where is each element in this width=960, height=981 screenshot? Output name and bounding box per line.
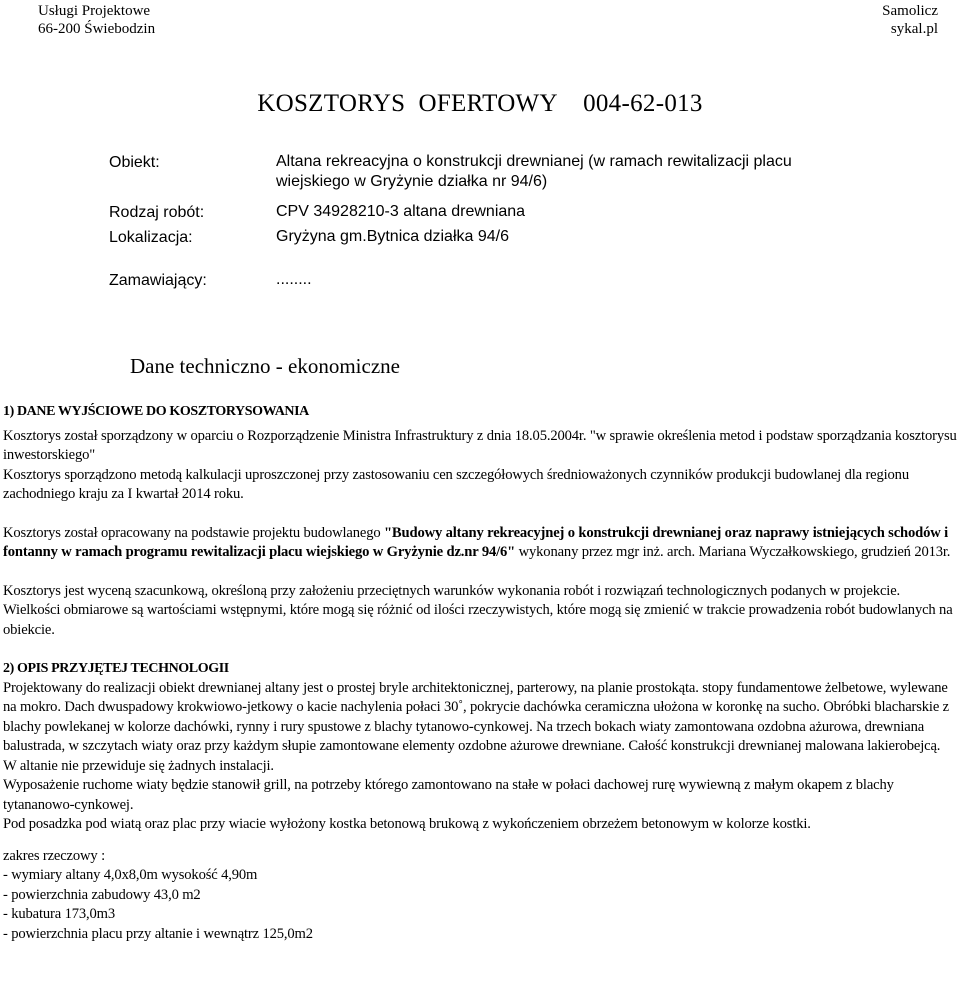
section1-paragraph: Kosztorys został sporządzony w oparciu o Rozporządzenie Ministra Infrastruktury z dnia 18.05.2004r. "w sprawie określenia metod i podstaw sporządzania kosztorysu inwestorskiego" bbox=[3, 427, 957, 463]
scope-item: - powierzchnia placu przy altanie i wewnątrz 125,0m2 bbox=[3, 925, 313, 942]
company-name-line1: Usługi Projektowe bbox=[38, 3, 151, 19]
text-span: wykonany przez mgr inż. arch. Mariana Wyczałkowskiego, grudzień 2013r. bbox=[515, 544, 951, 560]
section2-paragraph: Wyposażenie ruchome wiaty będzie stanowił grill, na potrzeby którego zamontowano na stałe w połaci dachowej rurę wywiewną z małym okapem z blachy tytananowo-cynkowej. bbox=[3, 777, 894, 813]
section1-paragraph bbox=[3, 524, 957, 563]
scope-heading: zakres rzeczowy : bbox=[3, 847, 105, 864]
obiekt-value-line2: wiejskiego w Gryżynie działka nr 94/6) bbox=[276, 173, 548, 190]
scope-item: - kubatura 173,0m3 bbox=[3, 906, 115, 922]
document-title: KOSZTORYS OFERTOWY 004-62-013 bbox=[257, 90, 703, 117]
obiekt-label: Obiekt: bbox=[109, 154, 160, 171]
obiekt-value-line1: Altana rekreacyjna o konstrukcji drewnianej (w ramach rewitalizacji placu bbox=[276, 153, 792, 170]
lokalizacja-label: Lokalizacja: bbox=[109, 229, 193, 246]
section1-paragraph: Kosztorys jest wyceną szacunkową, określoną przy założeniu przeciętnych warunków wykonania robót i rozwiązań technologicznych podanych w projekcie. Wielkości obmiarowe są wartościami wstępnymi, które mogą się różnić od ilości rzeczywistych, które mogą się zmienić w trakcie prowadzenia robót budowlanych na obiekcie. bbox=[3, 582, 953, 638]
obiekt-value bbox=[276, 152, 792, 192]
zamawiajacy-value: ........ bbox=[276, 271, 312, 288]
section2-heading: 2) OPIS PRZYJĘTEJ TECHNOLOGII bbox=[3, 661, 229, 676]
company-address-line: 66-200 Świebodzin bbox=[38, 21, 156, 37]
scope-item: - wymiary altany 4,0x8,0m wysokość 4,90m bbox=[3, 867, 258, 883]
section1-paragraph: Kosztorys sporządzono metodą kalkulacji uproszczonej przy zastosowaniu cen szczegółowych średnioważonych czynników produkcji budowlanej dla regionu zachodniego kraju za I kwartał 2014 roku. bbox=[3, 466, 909, 502]
section2-paragraph: Projektowany do realizacji obiekt drewnianej altany jest o prostej bryle architektonicznej, parterowy, na planie prostokąta. stopy fundamentowe żelbetowe, wylewane na mokro. Dach dwuspadowy krokwiowo-jetkowy o kacie nachylenia połaci 30˚, pokrycie dachówka ceramiczna ułożona w koronkę na sucho. Obróbki blacharskie z blachy powlekanej w kolorze dachówki, rynny i rury spustowe z blachy tytanowo-cynkowej. Na trzech bokach wiaty zamontowana ozdobna ażurowa, drewniana balustrada, w szczytach wiaty oraz przy każdym słupie zamontowane elementy ozdobne ażurowe drewniane. Całość konstrukcji drewnianej malowana lakierobejcą. bbox=[3, 679, 949, 754]
company-name bbox=[38, 2, 155, 38]
section2-paragraph: W altanie nie przewiduje się żadnych instalacji. bbox=[3, 757, 274, 774]
software-info bbox=[882, 2, 938, 38]
section-subtitle: Dane techniczno - ekonomiczne bbox=[130, 354, 400, 378]
rodzaj-robot-label: Rodzaj robót: bbox=[109, 204, 205, 221]
software-url: sykal.pl bbox=[890, 21, 938, 37]
project-title: "Budowy altany rekreacyjnej o konstrukcji drewnianej oraz naprawy istniejących schodów i fontanny w ramach programu rewitalizacji placu wiejskiego w Gryżynie dz.nr 94/6" bbox=[3, 524, 949, 560]
section2-paragraph: Pod posadzka pod wiatą oraz plac przy wiacie wyłożony kostka betonową brukową z wykończeniem obrzeżem betonowym w kolorze kostki. bbox=[3, 816, 811, 832]
text-span: Kosztorys został opracowany na podstawie projektu budowlanego bbox=[3, 524, 384, 541]
rodzaj-robot-value: CPV 34928210-3 altana drewniana bbox=[276, 203, 526, 220]
scope-item: - powierzchnia zabudowy 43,0 m2 bbox=[3, 886, 201, 903]
zamawiajacy-label: Zamawiający: bbox=[109, 272, 207, 289]
section1-heading: 1) DANE WYJŚCIOWE DO KOSZTORYSOWANIA bbox=[3, 404, 309, 419]
software-name: Samolicz bbox=[882, 3, 938, 19]
lokalizacja-value: Gryżyna gm.Bytnica działka 94/6 bbox=[276, 228, 509, 245]
document-body bbox=[3, 402, 957, 944]
